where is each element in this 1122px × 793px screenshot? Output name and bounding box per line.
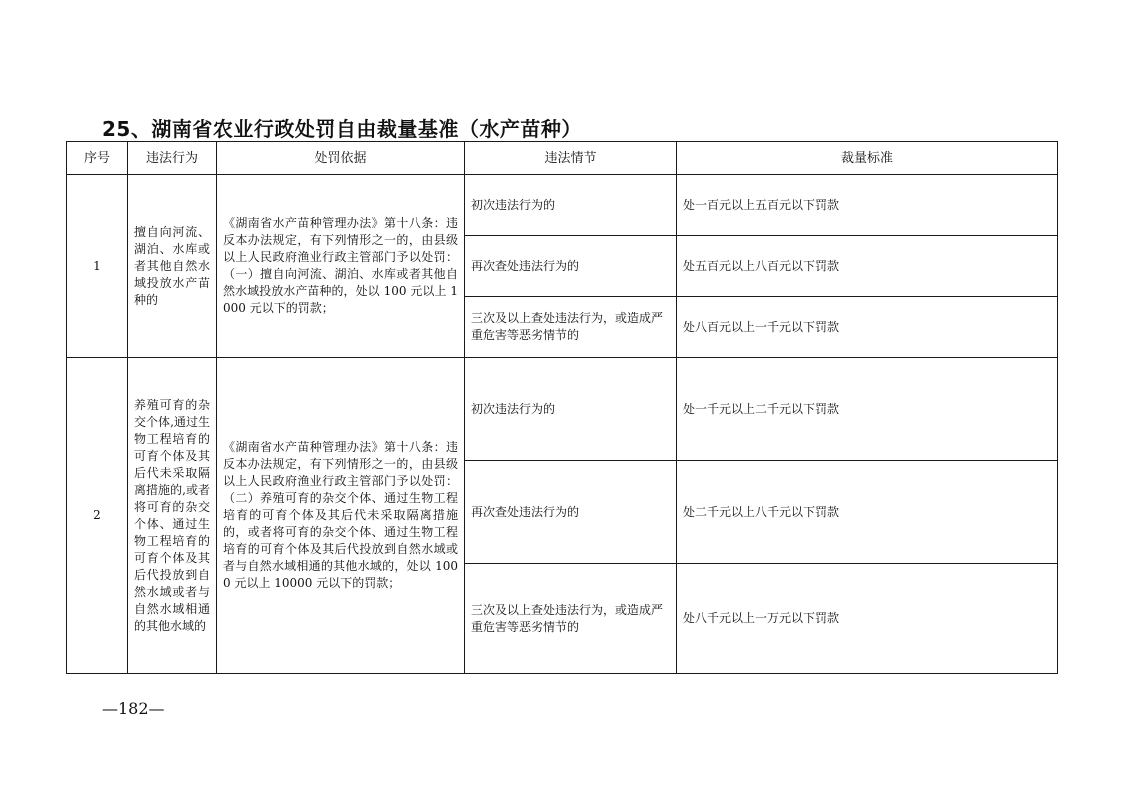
row-violation: 擅自向河流、湖泊、水库或者其他自然水域投放水产苗种的 xyxy=(128,175,217,358)
header-circumstance: 违法情节 xyxy=(465,142,677,175)
header-seq: 序号 xyxy=(67,142,128,175)
document-title: 25、湖南省农业行政处罚自由裁量基准（水产苗种） xyxy=(102,117,582,141)
row-circumstance: 三次及以上查处违法行为，或造成严重危害等恶劣情节的 xyxy=(465,297,677,358)
row-standard: 处二千元以上八千元以下罚款 xyxy=(677,461,1058,564)
row-legal-basis: 《湖南省水产苗种管理办法》第十八条：违反本办法规定，有下列情形之一的，由县级以上人民政府渔业行政主管部门予以处罚：（一）擅自向河流、湖泊、水库或者其他自然水域投放水产苗种的，处以 100 元以上 1000 元以下的罚款； xyxy=(217,175,465,358)
row-standard: 处五百元以上八百元以下罚款 xyxy=(677,236,1058,297)
row-circumstance: 三次及以上查处违法行为，或造成严重危害等恶劣情节的 xyxy=(465,564,677,674)
header-legal-basis: 处罚依据 xyxy=(217,142,465,175)
header-violation: 违法行为 xyxy=(128,142,217,175)
row-circumstance: 初次违法行为的 xyxy=(465,175,677,236)
row-circumstance: 再次查处违法行为的 xyxy=(465,236,677,297)
table-row xyxy=(67,358,1058,461)
table-header-row xyxy=(67,142,1058,175)
row-circumstance: 再次查处违法行为的 xyxy=(465,461,677,564)
discretion-standard-table xyxy=(66,141,1058,674)
row-violation: 养殖可育的杂交个体,通过生物工程培育的可育个体及其后代未采取隔离措施的,或者将可育的杂交个体、通过生物工程培育的可育个体及其后代投放到自然水域或者与自然水域相通的其他水域的 xyxy=(128,358,217,674)
row-seq: 2 xyxy=(67,358,128,674)
row-standard: 处一千元以上二千元以下罚款 xyxy=(677,358,1058,461)
table-row xyxy=(67,175,1058,236)
row-standard: 处一百元以上五百元以下罚款 xyxy=(677,175,1058,236)
row-seq: 1 xyxy=(67,175,128,358)
row-circumstance: 初次违法行为的 xyxy=(465,358,677,461)
header-standard: 裁量标准 xyxy=(677,142,1058,175)
page-number: —182— xyxy=(102,699,165,718)
row-legal-basis: 《湖南省水产苗种管理办法》第十八条：违反本办法规定，有下列情形之一的，由县级以上人民政府渔业行政主管部门予以处罚：（二）养殖可育的杂交个体、通过生物工程培育的可育个体及其后代未采取隔离措施的，或者将可育的杂交个体、通过生物工程培育的可育个体及其后代投放到自然水域或者与自然水域相通的其他水域的，处以 1000 元以上 10000 元以下的罚款； xyxy=(217,358,465,674)
row-standard: 处八百元以上一千元以下罚款 xyxy=(677,297,1058,358)
row-standard: 处八千元以上一万元以下罚款 xyxy=(677,564,1058,674)
